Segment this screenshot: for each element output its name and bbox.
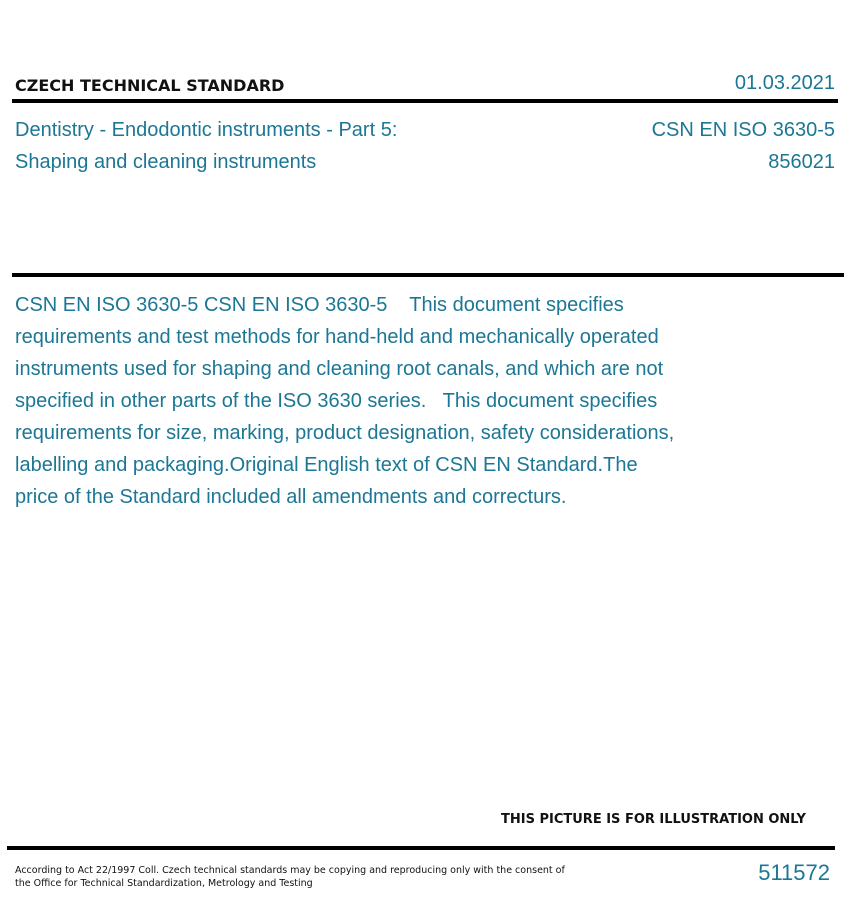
document-header-title: CZECH TECHNICAL STANDARD — [15, 76, 285, 95]
illustration-disclaimer: THIS PICTURE IS FOR ILLUSTRATION ONLY — [501, 812, 806, 827]
section-divider — [12, 273, 844, 277]
document-id: 511572 — [758, 860, 830, 885]
standard-code: CSN EN ISO 3630-5 — [651, 119, 835, 141]
standard-title: Dentistry - Endodontic instruments - Part 5: Shaping and cleaning instruments — [15, 119, 398, 173]
header-divider — [12, 99, 838, 103]
publication-date: 01.03.2021 — [734, 72, 835, 94]
classification-number: 856021 — [768, 151, 835, 173]
standard-identifiers — [652, 114, 835, 178]
legal-notice: According to Act 22/1997 Coll. Czech technical standards may be copying and reproducing only with the consent of the Office for Technical Standardization, Metrology and Testing — [15, 865, 565, 889]
footer-divider — [7, 846, 835, 850]
standard-description: CSN EN ISO 3630-5 CSN EN ISO 3630-5 This document specifies requirements and test methods for hand-held and mechanically operated instruments used for shaping and cleaning root canals, and which are not specified in other parts of the ISO 3630 series. This document specifies requirements for size, marking, product designation, safety considerations, labelling and packaging.Original English text of CSN EN Standard.The price of the Standard included all amendments and correcturs. — [15, 294, 680, 508]
